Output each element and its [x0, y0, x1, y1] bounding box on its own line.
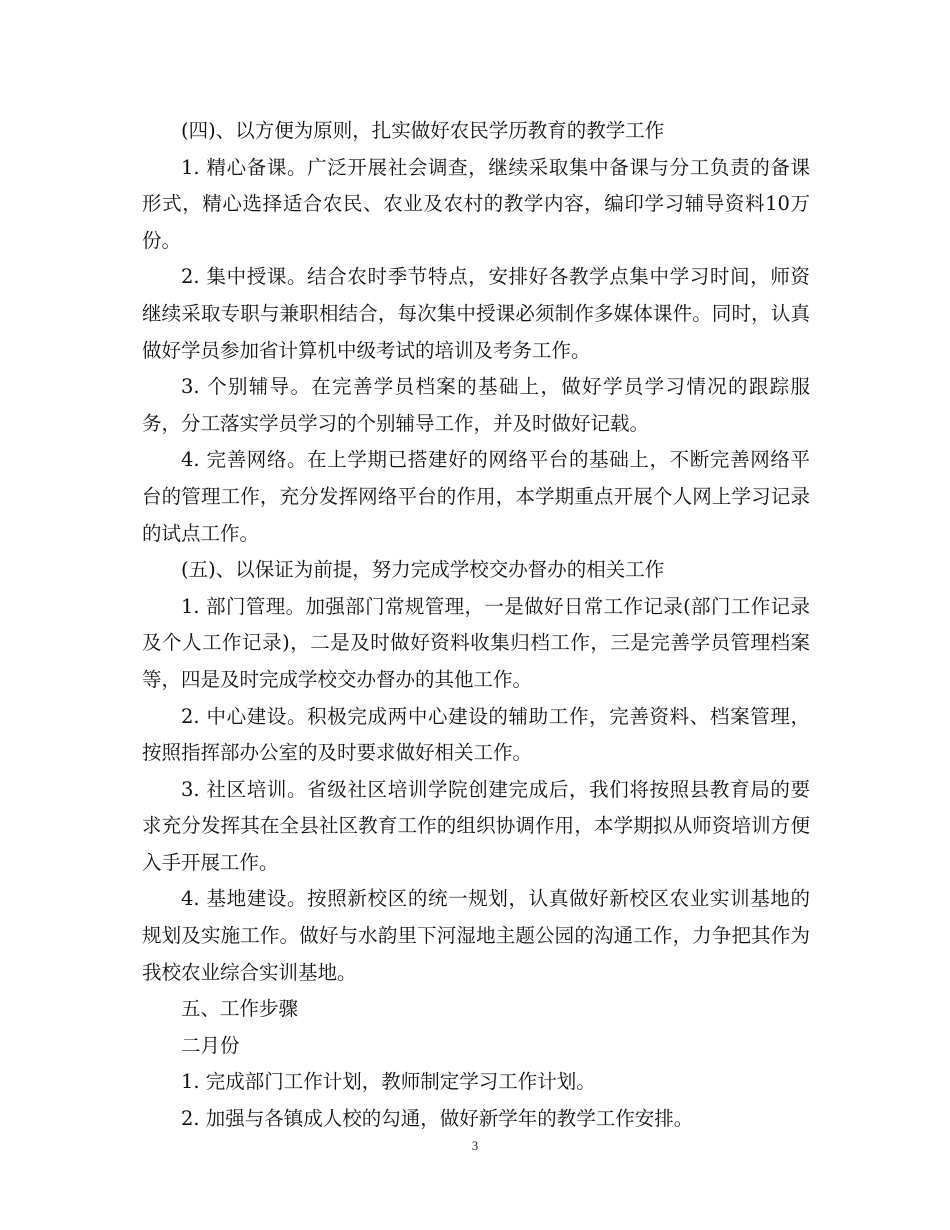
paragraph-individual-tutoring: 3. 个别辅导。在完善学员档案的基础上，做好学员学习情况的跟踪服务，分工落实学员学习的个别辅导工作，并及时做好记载。: [142, 375, 810, 435]
list-item-communication: 2. 加强与各镇成人校的勾通，做好新学年的教学工作安排。: [181, 1107, 694, 1131]
page-number: 3: [471, 1138, 479, 1153]
list-item-work-plan: 1. 完成部门工作计划，教师制定学习工作计划。: [181, 1070, 596, 1094]
paragraph-centralized-teaching: 2. 集中授课。结合农时季节特点，安排好各教学点集中学习时间，师资继续采取专职与兼职相结合，每次集中授课必须制作多媒体课件。同时，认真做好学员参加省计算机中级考试的培训及考务工作。: [142, 265, 810, 362]
section-heading-four: (四)、以方便为原则，扎实做好农民学历教育的教学工作: [181, 119, 665, 142]
document-body: [142, 113, 810, 1138]
section-heading-work-steps: 五、工作步骤: [181, 997, 299, 1021]
paragraph-base-construction: 4. 基地建设。按照新校区的统一规划，认真做好新校区农业实训基地的规划及实施工作。做好与水韵里下河湿地主题公园的沟通工作，力争把其作为我校农业综合实训基地。: [142, 887, 810, 984]
section-heading-five: (五)、以保证为前提，努力完成学校交办督办的相关工作: [181, 558, 665, 582]
paragraph-network: 4. 完善网络。在上学期已搭建好的网络平台的基础上，不断完善网络平台的管理工作，充分发挥网络平台的作用，本学期重点开展个人网上学习记录的试点工作。: [142, 448, 810, 545]
subheading-february: 二月份: [181, 1033, 240, 1057]
paragraph-community-training: 3. 社区培训。省级社区培训学院创建完成后，我们将按照县教育局的要求充分发挥其在全县社区教育工作的组织协调作用，本学期拟从师资培训方便入手开展工作。: [142, 777, 810, 874]
paragraph-department-management: 1. 部门管理。加强部门常规管理，一是做好日常工作记录(部门工作记录及个人工作记录)，二是及时做好资料收集归档工作，三是完善学员管理档案等，四是及时完成学校交办督办的其他工作。: [142, 594, 810, 691]
paragraph-lesson-prep: 1. 精心备课。广泛开展社会调查，继续采取集中备课与分工负责的备课形式，精心选择适合农民、农业及农村的教学内容，编印学习辅导资料10万份。: [142, 155, 810, 252]
paragraph-center-construction: 2. 中心建设。积极完成两中心建设的辅助工作，完善资料、档案管理，按照指挥部办公室的及时要求做好相关工作。: [142, 704, 810, 765]
